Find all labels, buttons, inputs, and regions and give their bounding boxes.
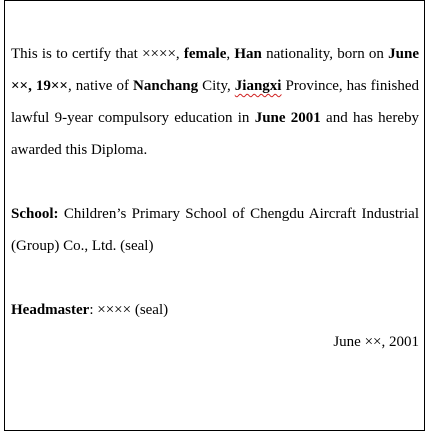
headmaster-paragraph xyxy=(11,294,419,326)
certificate-body xyxy=(11,38,419,358)
city-name: Nanchang xyxy=(133,78,199,94)
graduation-date: June 2001 xyxy=(254,110,321,126)
headmaster-label: Headmaster xyxy=(11,302,90,318)
spacer xyxy=(11,262,419,294)
city-text: City, xyxy=(202,78,231,94)
nationality-text: nationality, born on xyxy=(266,46,384,62)
school-paragraph xyxy=(11,198,419,262)
native-text: , native of xyxy=(68,78,129,94)
spacer xyxy=(11,166,419,198)
gender: female xyxy=(183,46,227,62)
birth-date: June ××, 19×× xyxy=(11,46,419,94)
award-text: and has hereby awarded this Diploma. xyxy=(11,110,419,158)
headmaster-value: : ×××× (seal) xyxy=(89,302,169,318)
issue-date-text: June ××, 2001 xyxy=(333,334,419,350)
certification-paragraph xyxy=(11,38,419,166)
province-name: Jiangxi xyxy=(234,78,282,94)
education-text: Province, has finished lawful 9-year compulsory education in xyxy=(11,78,420,126)
school-label: School: xyxy=(11,206,59,222)
comma: , xyxy=(226,46,231,62)
ethnicity: Han xyxy=(234,46,262,62)
issue-date xyxy=(11,326,419,358)
school-value: Children’s Primary School of Chengdu Aircraft Industrial (Group) Co., Ltd. (seal) xyxy=(11,206,420,254)
certify-text: This is to certify that ××××, xyxy=(11,46,180,62)
